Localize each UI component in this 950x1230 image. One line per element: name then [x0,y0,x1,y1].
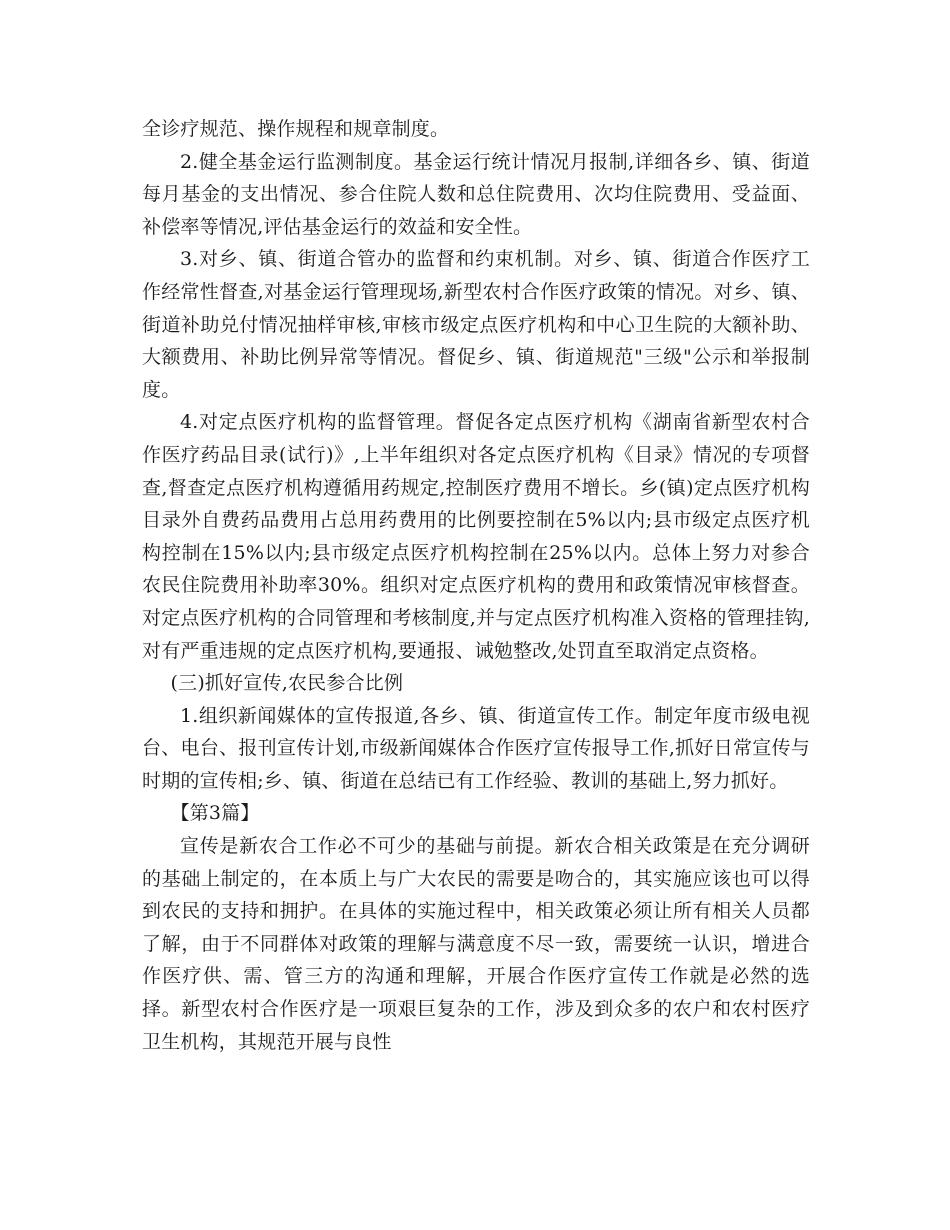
paragraph-media-publicity: 1.组织新闻媒体的宣传报道,各乡、镇、街道宣传工作。制定年度市级电视台、电台、报刊宣传计划,市级新闻媒体合作医疗宣传报导工作,抓好日常宣传与时期的宣传相;乡、镇、街道在总结已有工作经验、教训的基础上,努力抓好。 [142,704,810,792]
paragraph-fund-monitoring: 2.健全基金运行监测制度。基金运行统计情况月报制,详细各乡、镇、街道每月基金的支出情况、参合住院人数和总住院费用、次均住院费用、受益面、补偿率等情况,评估基金运行的效益和安全性。 [142,150,810,238]
paragraph-continuation: 全诊疗规范、操作规程和规章制度。 [142,118,450,140]
section-heading-part3: 【第3篇】 [170,802,260,825]
document-body [142,113,810,1058]
section-heading-publicity: (三)抓好宣传,农民参合比例 [170,672,404,695]
paragraph-designated-institutions: 4.对定点医疗机构的监督管理。督促各定点医疗机构《湖南省新型农村合作医疗药品目录(试行)》,上半年组织对各定点医疗机构《目录》情况的专项督查,督查定点医疗机构遵循用药规定,控制医疗费用不增长。乡(镇)定点医疗机构目录外自费药品费用占总用药费用的比例要控制在5%以内;县市级定点医疗机构控制在15%以内;县市级定点医疗机构控制在25%以内。总体上努力对参合农民住院费用补助率30%。组织对定点医疗机构的费用和政策情况审核督查。对定点医疗机构的合同管理和考核制度,并与定点医疗机构准入资格的管理挂钩,对有严重违规的定点医疗机构,要通报、诫勉整改,处罚直至取消定点资格。 [142,411,810,662]
paragraph-supervision-mechanism: 3.对乡、镇、街道合管办的监督和约束机制。对乡、镇、街道合作医疗工作经常性督查,对基金运行管理现场,新型农村合作医疗政策的情况。对乡、镇、街道补助兑付情况抽样审核,审核市级定点医疗机构和中心卫生院的大额补助、大额费用、补助比例异常等情况。督促乡、镇、街道规范"三级"公示和举报制度。 [142,248,810,401]
paragraph-part3-intro: 宣传是新农合工作必不可少的基础与前提。新农合相关政策是在充分调研的基础上制定的，在本质上与广大农民的需要是吻合的，其实施应该也可以得到农民的支持和拥护。在具体的实施过程中，相关政策必须让所有相关人员都了解，由于不同群体对政策的理解与满意度不尽一致，需要统一认识，增进合作医疗供、需、管三方的沟通和理解，开展合作医疗宣传工作就是必然的选择。新型农村合作医疗是一项艰巨复杂的工作，涉及到众多的农户和农村医疗卫生机构，其规范开展与良性 [142,835,810,1053]
